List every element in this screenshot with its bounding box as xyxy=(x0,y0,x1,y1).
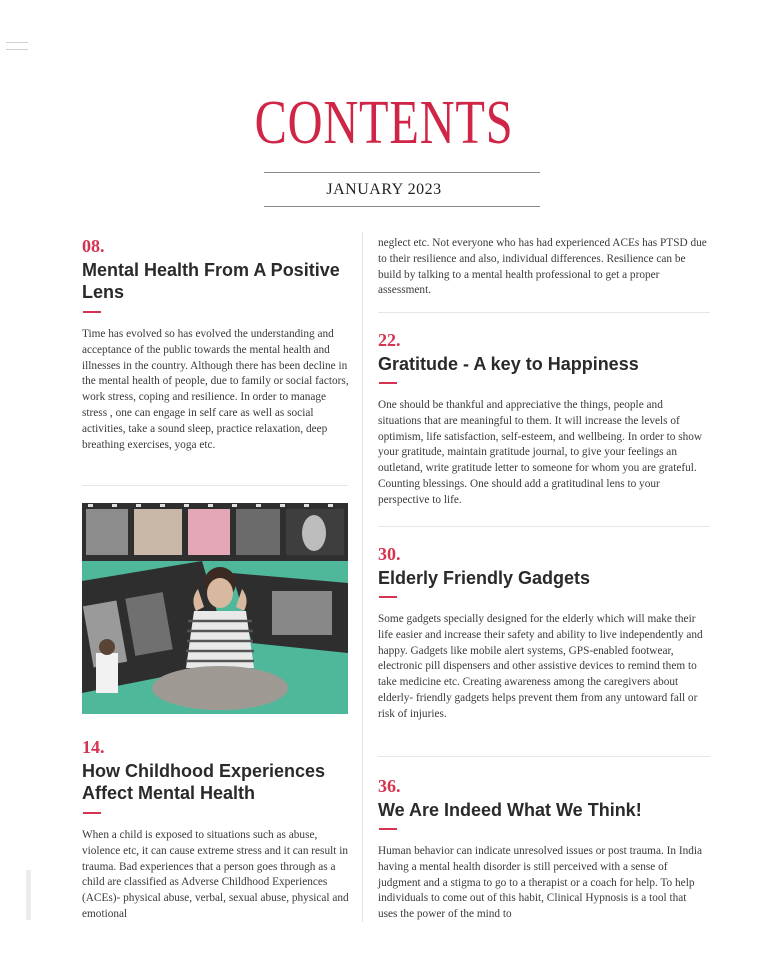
article-22-summary: One should be thankful and appreciative the things, people and situations that are meaningful to them. It will increase the levels of optimism, life satisfaction, self-esteem, and wellbeing. In order to show your gratitude, maintain gratitude journal, to give your feelings an outletand, write gratitude letter to someone for whom you are grateful. Counting blessings. One should add a gratitudinal lens to your perspective to life. xyxy=(378,399,703,506)
article-08-number[interactable]: 08. xyxy=(82,236,105,256)
article-14-title[interactable]: How Childhood Experiences Affect Mental Health xyxy=(82,761,326,803)
article-14-accent-bar xyxy=(83,812,101,814)
childhood-trauma-photo-collage xyxy=(82,503,348,714)
article-14-summary: When a child is exposed to situations such as abuse, violence etc, it can cause extreme stress and it can result in trauma. Bad experiences that a person goes through as a child are classified as Adverse Childhood Experiences (ACEs)- physical abuse, verbal, sexual abuse, physical and emotional xyxy=(82,829,349,920)
left-separator xyxy=(82,485,348,486)
title-rule-top xyxy=(264,172,540,173)
right-separator-3 xyxy=(378,756,710,757)
article-08-title[interactable]: Mental Health From A Positive Lens xyxy=(82,260,340,302)
article-30-title[interactable]: Elderly Friendly Gadgets xyxy=(378,568,591,588)
page-edge-shadow xyxy=(26,870,31,920)
article-22-accent-bar xyxy=(379,382,397,384)
page-title: CONTENTS xyxy=(254,89,514,157)
issue-date: JANUARY 2023 xyxy=(326,181,442,198)
right-separator-1 xyxy=(378,312,710,313)
article-22-number[interactable]: 22. xyxy=(378,330,401,350)
article-36-summary: Human behavior can indicate unresolved issues or post trauma. In India having a mental health disorder is still perceived with a sense of judgment and a stigma to go to a therapist or a coach for help. To help individuals to come out of this habit, Clinical Hypnosis is a tool that uses the power of the mind to xyxy=(378,845,703,921)
right-separator-2 xyxy=(378,526,710,527)
corner-crop-mark xyxy=(6,42,28,58)
article-14-continuation: neglect etc. Not everyone who has had experienced ACEs has PTSD due to their resilience and also, individual differences. Resilience can be build by talking to a mental health professional to get a proper assessment. xyxy=(378,237,707,297)
title-rule-bottom xyxy=(264,206,540,207)
column-divider xyxy=(362,232,363,922)
article-08-summary: Time has evolved so has evolved the understanding and acceptance of the public towards the mental health and illnesses in the country. Although there has been decline in the mental health of people, due to family or social factors, work stress, coping and resilience. In order to manage stress , one can engage in self care as well as social activities, take a sound sleep, practice relaxation, deep breathing exercises, yoga etc. xyxy=(82,328,349,451)
article-14-number[interactable]: 14. xyxy=(82,737,105,757)
article-30-number[interactable]: 30. xyxy=(378,544,401,564)
article-36-title[interactable]: We Are Indeed What We Think! xyxy=(378,800,642,820)
article-30-accent-bar xyxy=(379,596,397,598)
article-22-title[interactable]: Gratitude - A key to Happiness xyxy=(378,354,639,374)
article-30-summary: Some gadgets specially designed for the elderly which will make their life easier and increase their safety and ability to live independently and happy. Gadgets like mobile alert systems, GPS-enabled footwear, electronic pill dispensers and other assistive devices to remind them to take medicine etc. Creating awareness among the caregivers about elderly- friendly gadgets helps prevent them from any untoward fall or risk of injuries. xyxy=(378,613,703,720)
article-36-number[interactable]: 36. xyxy=(378,776,401,796)
article-36-accent-bar xyxy=(379,828,397,830)
article-08-accent-bar xyxy=(83,311,101,313)
